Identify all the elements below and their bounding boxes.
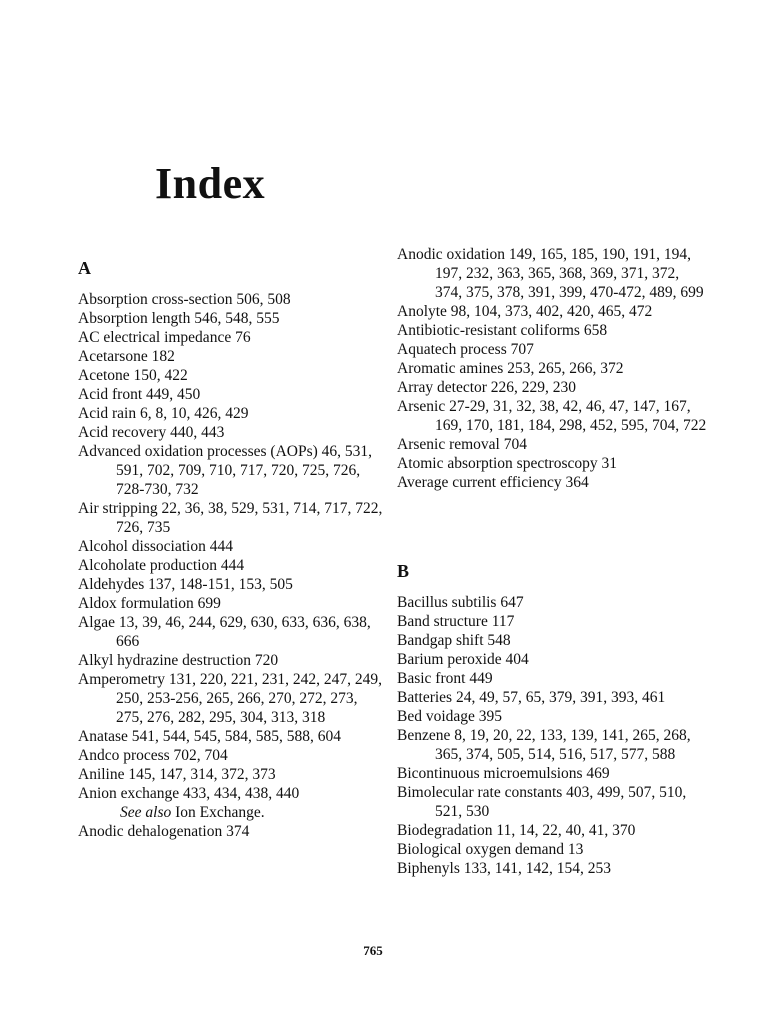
index-entry: Batteries 24, 49, 57, 65, 379, 391, 393, 461: [397, 689, 666, 706]
index-entry: Basic front 449: [397, 670, 493, 687]
index-entry: Advanced oxidation processes (AOPs) 46, 531, 591, 702, 709, 710, 717, 720, 725, 726, 728-730, 732: [78, 443, 373, 498]
index-entry: Algae 13, 39, 46, 244, 629, 630, 633, 636, 638, 666: [78, 614, 371, 650]
index-entry: Absorption length 546, 548, 555: [78, 310, 280, 327]
index-entry: Bicontinuous microemulsions 469: [397, 765, 610, 782]
index-entry: Bandgap shift 548: [397, 632, 511, 649]
index-entry: Bacillus subtilis 647: [397, 594, 524, 611]
index-entry: Air stripping 22, 36, 38, 529, 531, 714, 717, 722, 726, 735: [78, 500, 383, 536]
index-entry: Biological oxygen demand 13: [397, 841, 584, 858]
index-entry: Alcohol dissociation 444: [78, 538, 233, 555]
index-entry: Andco process 702, 704: [78, 747, 228, 764]
index-entry: AC electrical impedance 76: [78, 329, 251, 346]
page-title: Index: [155, 159, 266, 208]
index-entry: Alkyl hydrazine destruction 720: [78, 652, 279, 669]
index-entry: Average current efficiency 364: [397, 474, 589, 491]
index-entry: Array detector 226, 229, 230: [397, 379, 577, 396]
see-also-target: Ion Exchange.: [175, 804, 265, 821]
entry-list-a-left: [78, 290, 383, 841]
index-entry: Antibiotic-resistant coliforms 658: [397, 322, 608, 339]
see-also-prefix: See also: [120, 804, 172, 821]
index-entry: Anolyte 98, 104, 373, 402, 420, 465, 472: [397, 303, 653, 320]
index-entry: Acid recovery 440, 443: [78, 424, 225, 441]
page-number: 765: [363, 943, 383, 958]
index-entry: Band structure 117: [397, 613, 515, 630]
index-entry: Aniline 145, 147, 314, 372, 373: [78, 766, 276, 783]
section-letter-a: A: [78, 258, 91, 278]
index-entry: Bimolecular rate constants 403, 499, 507, 510, 521, 530: [397, 784, 687, 820]
index-entry: Amperometry 131, 220, 221, 231, 242, 247, 249, 250, 253-256, 265, 266, 270, 272, 273, 275, 276, 282, 295, 304, 313, 318: [78, 671, 382, 726]
index-entry: Arsenic 27-29, 31, 32, 38, 42, 46, 47, 147, 167, 169, 170, 181, 184, 298, 452, 595, 704, 722: [397, 398, 707, 434]
section-letter-b: B: [397, 561, 410, 581]
index-entry: Barium peroxide 404: [397, 651, 529, 668]
index-entry: Aldox formulation 699: [78, 595, 221, 612]
index-entry: Aromatic amines 253, 265, 266, 372: [397, 360, 624, 377]
entry-list-a-right: [397, 245, 707, 492]
index-entry: Acetarsone 182: [78, 348, 175, 365]
index-entry: Acid rain 6, 8, 10, 426, 429: [78, 405, 249, 422]
index-entry: Aquatech process 707: [397, 341, 534, 358]
index-entry: Anodic dehalogenation 374: [78, 823, 250, 840]
index-entry: Anodic oxidation 149, 165, 185, 190, 191, 194, 197, 232, 363, 365, 368, 369, 371, 372, 374, 375, 378, 391, 399, 470-472, 489, 699: [397, 246, 704, 301]
index-entry: Biphenyls 133, 141, 142, 154, 253: [397, 860, 611, 877]
index-entry: Bed voidage 395: [397, 708, 503, 725]
index-entry: Arsenic removal 704: [397, 436, 527, 453]
index-entry: Benzene 8, 19, 20, 22, 133, 139, 141, 265, 268, 365, 374, 505, 514, 516, 517, 577, 588: [397, 727, 691, 763]
index-entry: Biodegradation 11, 14, 22, 40, 41, 370: [397, 822, 636, 839]
entry-list-b: [397, 593, 707, 878]
index-entry: Anion exchange 433, 434, 438, 440: [78, 785, 300, 802]
index-entry: Atomic absorption spectroscopy 31: [397, 455, 617, 472]
index-entry: Acetone 150, 422: [78, 367, 188, 384]
see-also-entry: [78, 803, 383, 822]
index-entry: Acid front 449, 450: [78, 386, 201, 403]
index-entry: Alcoholate production 444: [78, 557, 245, 574]
index-entry: Anatase 541, 544, 545, 584, 585, 588, 604: [78, 728, 342, 745]
index-entry: Aldehydes 137, 148-151, 153, 505: [78, 576, 293, 593]
index-entry: Absorption cross-section 506, 508: [78, 291, 291, 308]
